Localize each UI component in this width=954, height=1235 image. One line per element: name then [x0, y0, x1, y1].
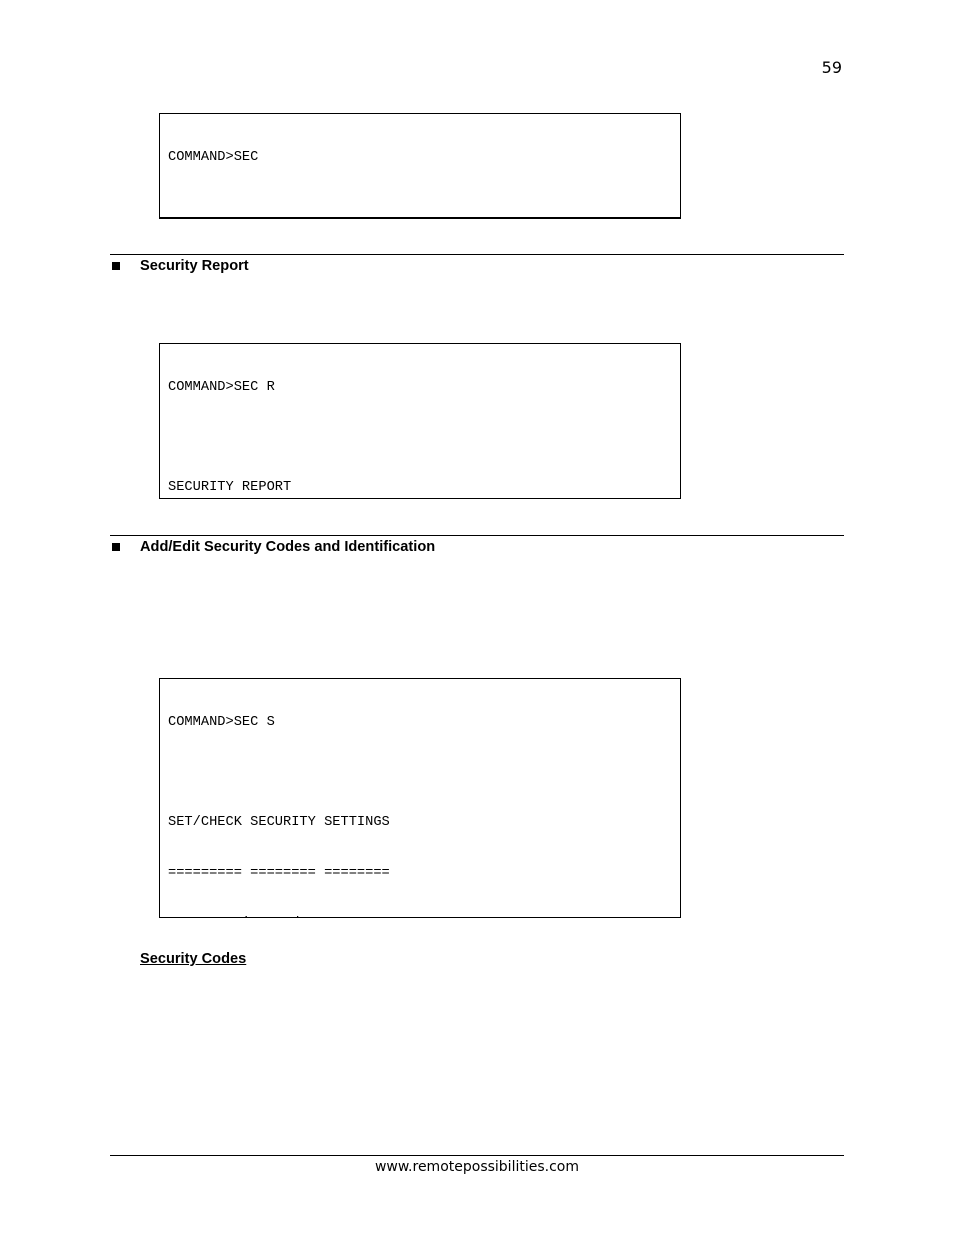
square-bullet-icon [112, 543, 120, 551]
terminal-block-security-report [159, 343, 681, 499]
square-bullet-icon [112, 262, 120, 270]
terminal-line: COMMAND>SEC S [168, 714, 275, 730]
section-divider [110, 535, 844, 536]
terminal-line: ========= ======== ======== [168, 865, 390, 881]
page-number: 59 [821, 58, 842, 77]
terminal-line: SECURITY REPORT [168, 480, 292, 496]
terminal-block-security-functions [159, 113, 681, 219]
terminal-line [168, 765, 672, 782]
terminal-line: SET/CHECK SECURITY SETTINGS [168, 815, 390, 831]
terminal-line [168, 200, 672, 217]
section-heading-security-report: Security Report [140, 258, 249, 274]
section-divider [110, 254, 844, 255]
footer-divider [110, 1155, 844, 1156]
sub-heading-security-codes: Security Codes [140, 951, 247, 967]
terminal-block-security-settings [159, 678, 681, 918]
section-heading-security-codes: Add/Edit Security Codes and Identification [140, 539, 436, 555]
footer-url: www.remotepossibilities.com [374, 1159, 579, 1175]
terminal-line: COMMAND>SEC [168, 149, 259, 165]
terminal-line: COMMAND>SEC R [168, 379, 275, 395]
terminal-line [168, 916, 672, 918]
terminal-line [168, 430, 672, 447]
